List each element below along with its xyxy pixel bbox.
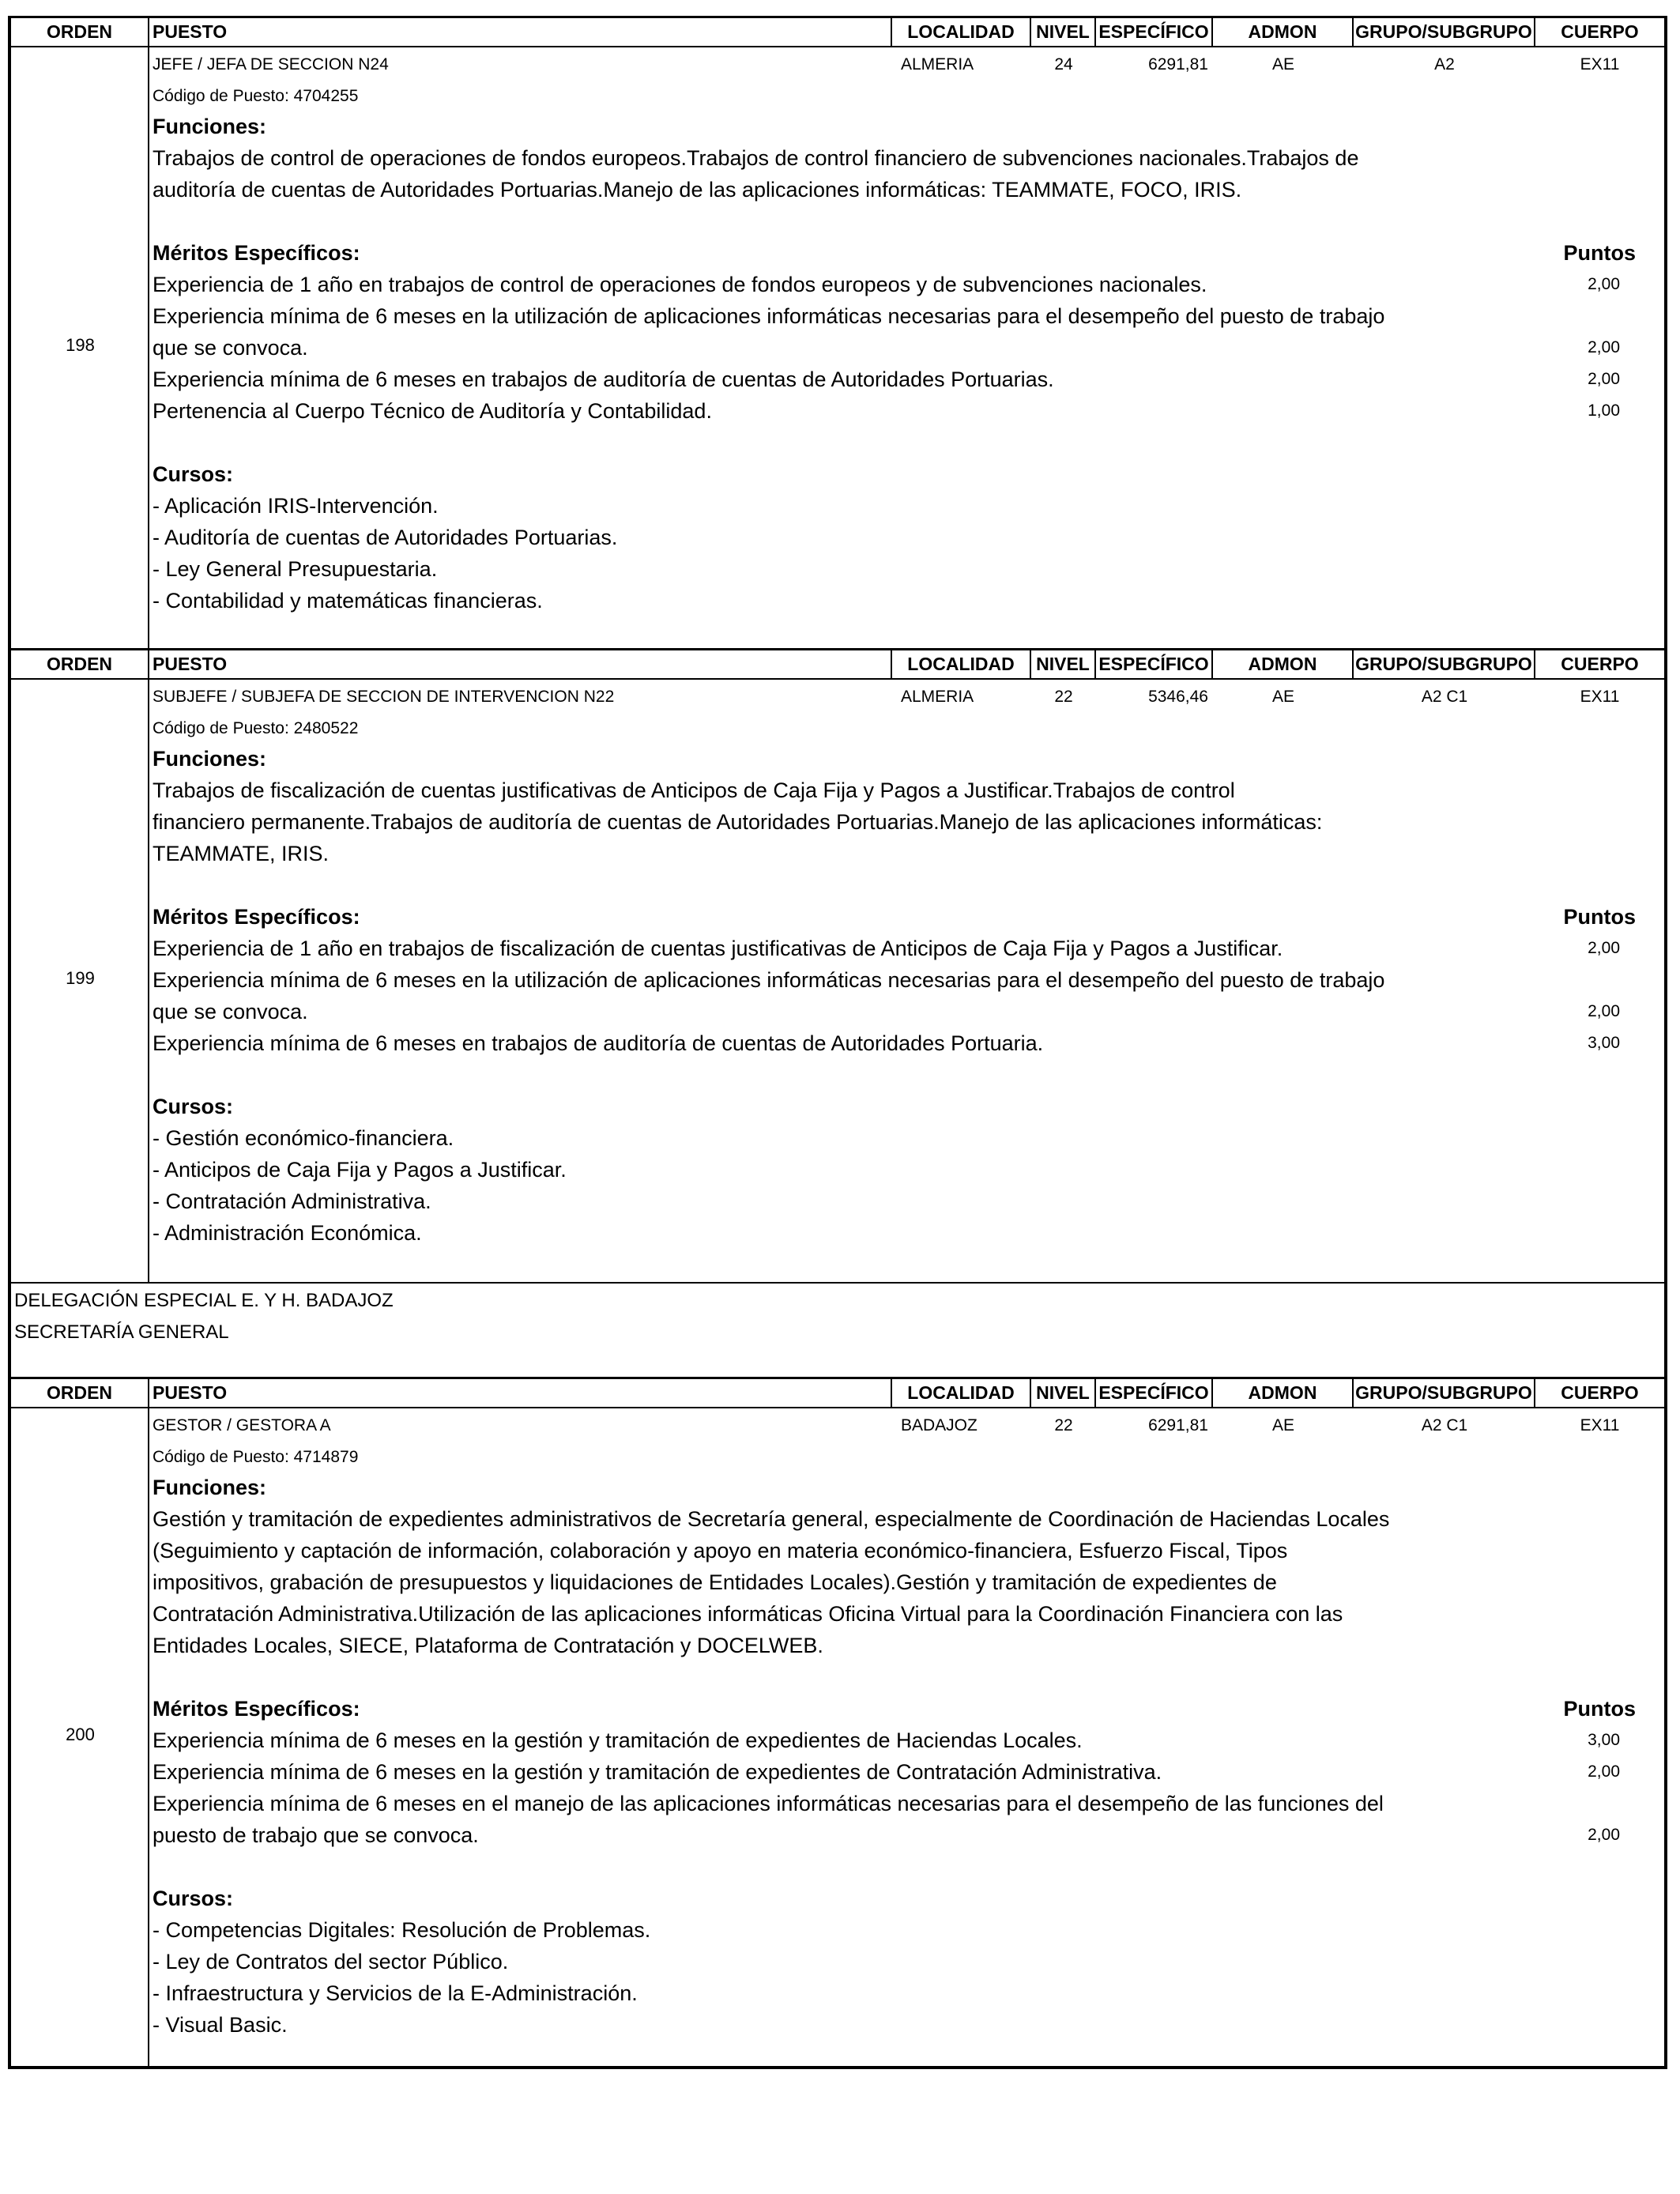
column-header-especifico: ESPECÍFICO: [1096, 650, 1213, 678]
column-header-nivel: NIVEL: [1031, 1379, 1096, 1407]
entry-body: [153, 680, 1664, 1282]
column-header-localidad: LOCALIDAD: [892, 18, 1031, 46]
column-header-grupo: GRUPO/SUBGRUPO: [1354, 650, 1535, 678]
curso-item: - Aplicación IRIS-Intervención.: [153, 494, 439, 518]
field-grupo: A2 C1: [1421, 1416, 1468, 1434]
field-localidad: ALMERIA: [901, 55, 974, 74]
merito-text: que se convoca.: [153, 336, 308, 360]
merito-text: Experiencia de 1 año en trabajos de control de operaciones de fondos europeos y de subvenciones nacionales.: [153, 273, 1207, 296]
column-header-cuerpo: CUERPO: [1561, 654, 1639, 674]
field-nivel: 22: [1054, 1416, 1073, 1434]
merito-puntos: 2,00: [1588, 275, 1620, 293]
merito-text: que se convoca.: [153, 1000, 308, 1023]
curso-item: - Contratación Administrativa.: [153, 1189, 431, 1213]
funciones-text: Gestión y tramitación de expedientes administrativos de Secretaría general, especialmente de Coordinación de Haciendas Locales: [153, 1507, 1390, 1531]
job-entry: [11, 1408, 1664, 2066]
funciones-text: auditoría de cuentas de Autoridades Portuarias.Manejo de las aplicaciones informáticas: TEAMMATE, FOCO, IRIS.: [153, 178, 1242, 202]
section-line-2: SECRETARÍA GENERAL: [14, 1321, 229, 1343]
orden-number: 200: [66, 1725, 95, 1744]
cursos-heading: Cursos:: [153, 1887, 234, 1910]
column-header-cuerpo: CUERPO: [1561, 21, 1639, 42]
merito-text: Experiencia mínima de 6 meses en la utilización de aplicaciones informáticas necesarias para el desempeño del puesto de trabajo: [153, 304, 1385, 328]
merito-puntos: 2,00: [1588, 1762, 1620, 1781]
column-header-nivel: NIVEL: [1031, 650, 1096, 678]
puntos-heading: Puntos: [1563, 1697, 1636, 1721]
funciones-text: Contratación Administrativa.Utilización de las aplicaciones informáticas Oficina Virtual para la Coordinación Financiera con las: [153, 1602, 1343, 1626]
field-especifico: 6291,81: [1148, 55, 1208, 74]
column-header-localidad: LOCALIDAD: [892, 1379, 1031, 1407]
column-header-orden: ORDEN: [11, 650, 149, 678]
field-especifico: 6291,81: [1148, 1416, 1208, 1434]
funciones-heading: Funciones:: [153, 1476, 267, 1499]
column-header-grupo: GRUPO/SUBGRUPO: [1354, 18, 1535, 46]
field-nivel: 24: [1054, 55, 1073, 74]
entry-body: [153, 1408, 1664, 2066]
field-cuerpo: EX11: [1580, 1416, 1620, 1434]
field-admon: AE: [1271, 1416, 1294, 1434]
merito-text: Experiencia mínima de 6 meses en la gestión y tramitación de expedientes de Contratación Administrativa.: [153, 1760, 1162, 1784]
field-grupo: A2: [1434, 55, 1455, 74]
curso-item: - Infraestructura y Servicios de la E-Administración.: [153, 1981, 638, 2005]
funciones-text: Entidades Locales, SIECE, Plataforma de Contratación y DOCELWEB.: [153, 1634, 823, 1657]
curso-item: - Visual Basic.: [153, 2013, 288, 2037]
field-puesto: JEFE / JEFA DE SECCION N24: [153, 55, 389, 74]
merito-text: puesto de trabajo que se convoca.: [153, 1823, 479, 1847]
field-cuerpo: EX11: [1580, 55, 1620, 74]
column-header-puesto: PUESTO: [149, 18, 892, 46]
curso-item: - Administración Económica.: [153, 1221, 422, 1245]
column-header-orden: ORDEN: [11, 18, 149, 46]
curso-item: - Ley General Presupuestaria.: [153, 557, 438, 581]
column-header-admon: ADMON: [1213, 18, 1354, 46]
merito-puntos: 2,00: [1588, 1002, 1620, 1020]
section-line-1: DELEGACIÓN ESPECIAL E. Y H. BADAJOZ: [14, 1290, 394, 1311]
merito-text: Experiencia mínima de 6 meses en trabajos de auditoría de cuentas de Autoridades Portuaria.: [153, 1031, 1044, 1055]
section-heading: [11, 1282, 1664, 1377]
merito-text: Experiencia mínima de 6 meses en la utilización de aplicaciones informáticas necesarias para el desempeño del puesto de trabajo: [153, 968, 1385, 992]
column-header-row: [11, 1377, 1664, 1408]
column-header-especifico: ESPECÍFICO: [1096, 1379, 1213, 1407]
field-grupo: A2 C1: [1421, 688, 1468, 706]
column-header-grupo: GRUPO/SUBGRUPO: [1354, 1379, 1535, 1407]
column-header-especifico: ESPECÍFICO: [1096, 18, 1213, 46]
curso-item: - Ley de Contratos del sector Público.: [153, 1950, 509, 1973]
merito-text: Experiencia mínima de 6 meses en la gestión y tramitación de expedientes de Haciendas Locales.: [153, 1728, 1083, 1752]
puntos-heading: Puntos: [1563, 905, 1636, 929]
merito-puntos: 1,00: [1588, 401, 1620, 420]
column-header-localidad: LOCALIDAD: [892, 650, 1031, 678]
funciones-text: (Seguimiento y captación de información, colaboración y apoyo en materia económico-financiera, Esfuerzo Fiscal, Tipos: [153, 1539, 1288, 1563]
meritos-heading: Méritos Específicos:: [153, 905, 360, 929]
funciones-heading: Funciones:: [153, 115, 267, 138]
document-table: [8, 16, 1667, 2069]
column-header-admon: ADMON: [1213, 1379, 1354, 1407]
entry-body: [153, 47, 1664, 648]
meritos-heading: Méritos Específicos:: [153, 241, 360, 265]
funciones-heading: Funciones:: [153, 747, 267, 771]
field-cuerpo: EX11: [1580, 688, 1620, 706]
field-admon: AE: [1271, 688, 1294, 706]
column-header-row: [11, 16, 1664, 47]
column-header-cuerpo: CUERPO: [1561, 1382, 1639, 1403]
funciones-text: Trabajos de control de operaciones de fondos europeos.Trabajos de control financiero de subvenciones nacionales.Trabajos de: [153, 146, 1359, 170]
column-header-orden: ORDEN: [11, 1379, 149, 1407]
cursos-heading: Cursos:: [153, 1095, 234, 1118]
column-header-row: [11, 648, 1664, 680]
merito-puntos: 3,00: [1588, 1731, 1620, 1749]
curso-item: - Competencias Digitales: Resolución de Problemas.: [153, 1918, 651, 1942]
field-puesto: SUBJEFE / SUBJEFA DE SECCION DE INTERVENCION N22: [153, 688, 615, 706]
merito-puntos: 2,00: [1588, 939, 1620, 957]
merito-text: Experiencia de 1 año en trabajos de fiscalización de cuentas justificativas de Anticipos de Caja Fija y Pagos a Justificar.: [153, 937, 1283, 960]
cursos-heading: Cursos:: [153, 462, 234, 486]
column-header-admon: ADMON: [1213, 650, 1354, 678]
merito-puntos: 2,00: [1588, 370, 1620, 388]
funciones-text: TEAMMATE, IRIS.: [153, 842, 330, 865]
meritos-heading: Méritos Específicos:: [153, 1697, 360, 1721]
field-nivel: 22: [1054, 688, 1073, 706]
merito-text: Experiencia mínima de 6 meses en trabajos de auditoría de cuentas de Autoridades Portuarias.: [153, 368, 1054, 391]
field-puesto: GESTOR / GESTORA A: [153, 1416, 331, 1434]
column-header-puesto: PUESTO: [149, 1379, 892, 1407]
field-localidad: BADAJOZ: [901, 1416, 977, 1434]
codigo-de-puesto: Código de Puesto: 4704255: [153, 87, 359, 105]
funciones-text: financiero permanente.Trabajos de auditoría de cuentas de Autoridades Portuarias.Manejo de las aplicaciones informáticas:: [153, 810, 1323, 834]
merito-text: Experiencia mínima de 6 meses en el manejo de las aplicaciones informáticas necesarias para el desempeño de las funciones del: [153, 1792, 1384, 1815]
funciones-text: impositivos, grabación de presupuestos y liquidaciones de Entidades Locales).Gestión y tramitación de expedientes de: [153, 1570, 1277, 1594]
funciones-text: Trabajos de fiscalización de cuentas justificativas de Anticipos de Caja Fija y Pagos a Justificar.Trabajos de control: [153, 778, 1235, 802]
curso-item: - Contabilidad y matemáticas financieras.: [153, 589, 543, 613]
field-admon: AE: [1271, 55, 1294, 74]
curso-item: - Anticipos de Caja Fija y Pagos a Justificar.: [153, 1158, 567, 1182]
codigo-de-puesto: Código de Puesto: 2480522: [153, 719, 359, 737]
curso-item: - Auditoría de cuentas de Autoridades Portuarias.: [153, 526, 618, 549]
job-entry: [11, 680, 1664, 1282]
codigo-de-puesto: Código de Puesto: 4714879: [153, 1448, 359, 1466]
field-localidad: ALMERIA: [901, 688, 974, 706]
job-entry: [11, 47, 1664, 648]
column-header-nivel: NIVEL: [1031, 18, 1096, 46]
orden-number: 199: [66, 968, 95, 988]
puntos-heading: Puntos: [1563, 241, 1636, 265]
column-header-puesto: PUESTO: [149, 650, 892, 678]
merito-puntos: 2,00: [1588, 1826, 1620, 1844]
orden-number: 198: [66, 335, 95, 355]
curso-item: - Gestión económico-financiera.: [153, 1126, 454, 1150]
merito-puntos: 2,00: [1588, 338, 1620, 356]
merito-puntos: 3,00: [1588, 1034, 1620, 1052]
field-especifico: 5346,46: [1148, 688, 1208, 706]
merito-text: Pertenencia al Cuerpo Técnico de Auditoría y Contabilidad.: [153, 399, 712, 423]
